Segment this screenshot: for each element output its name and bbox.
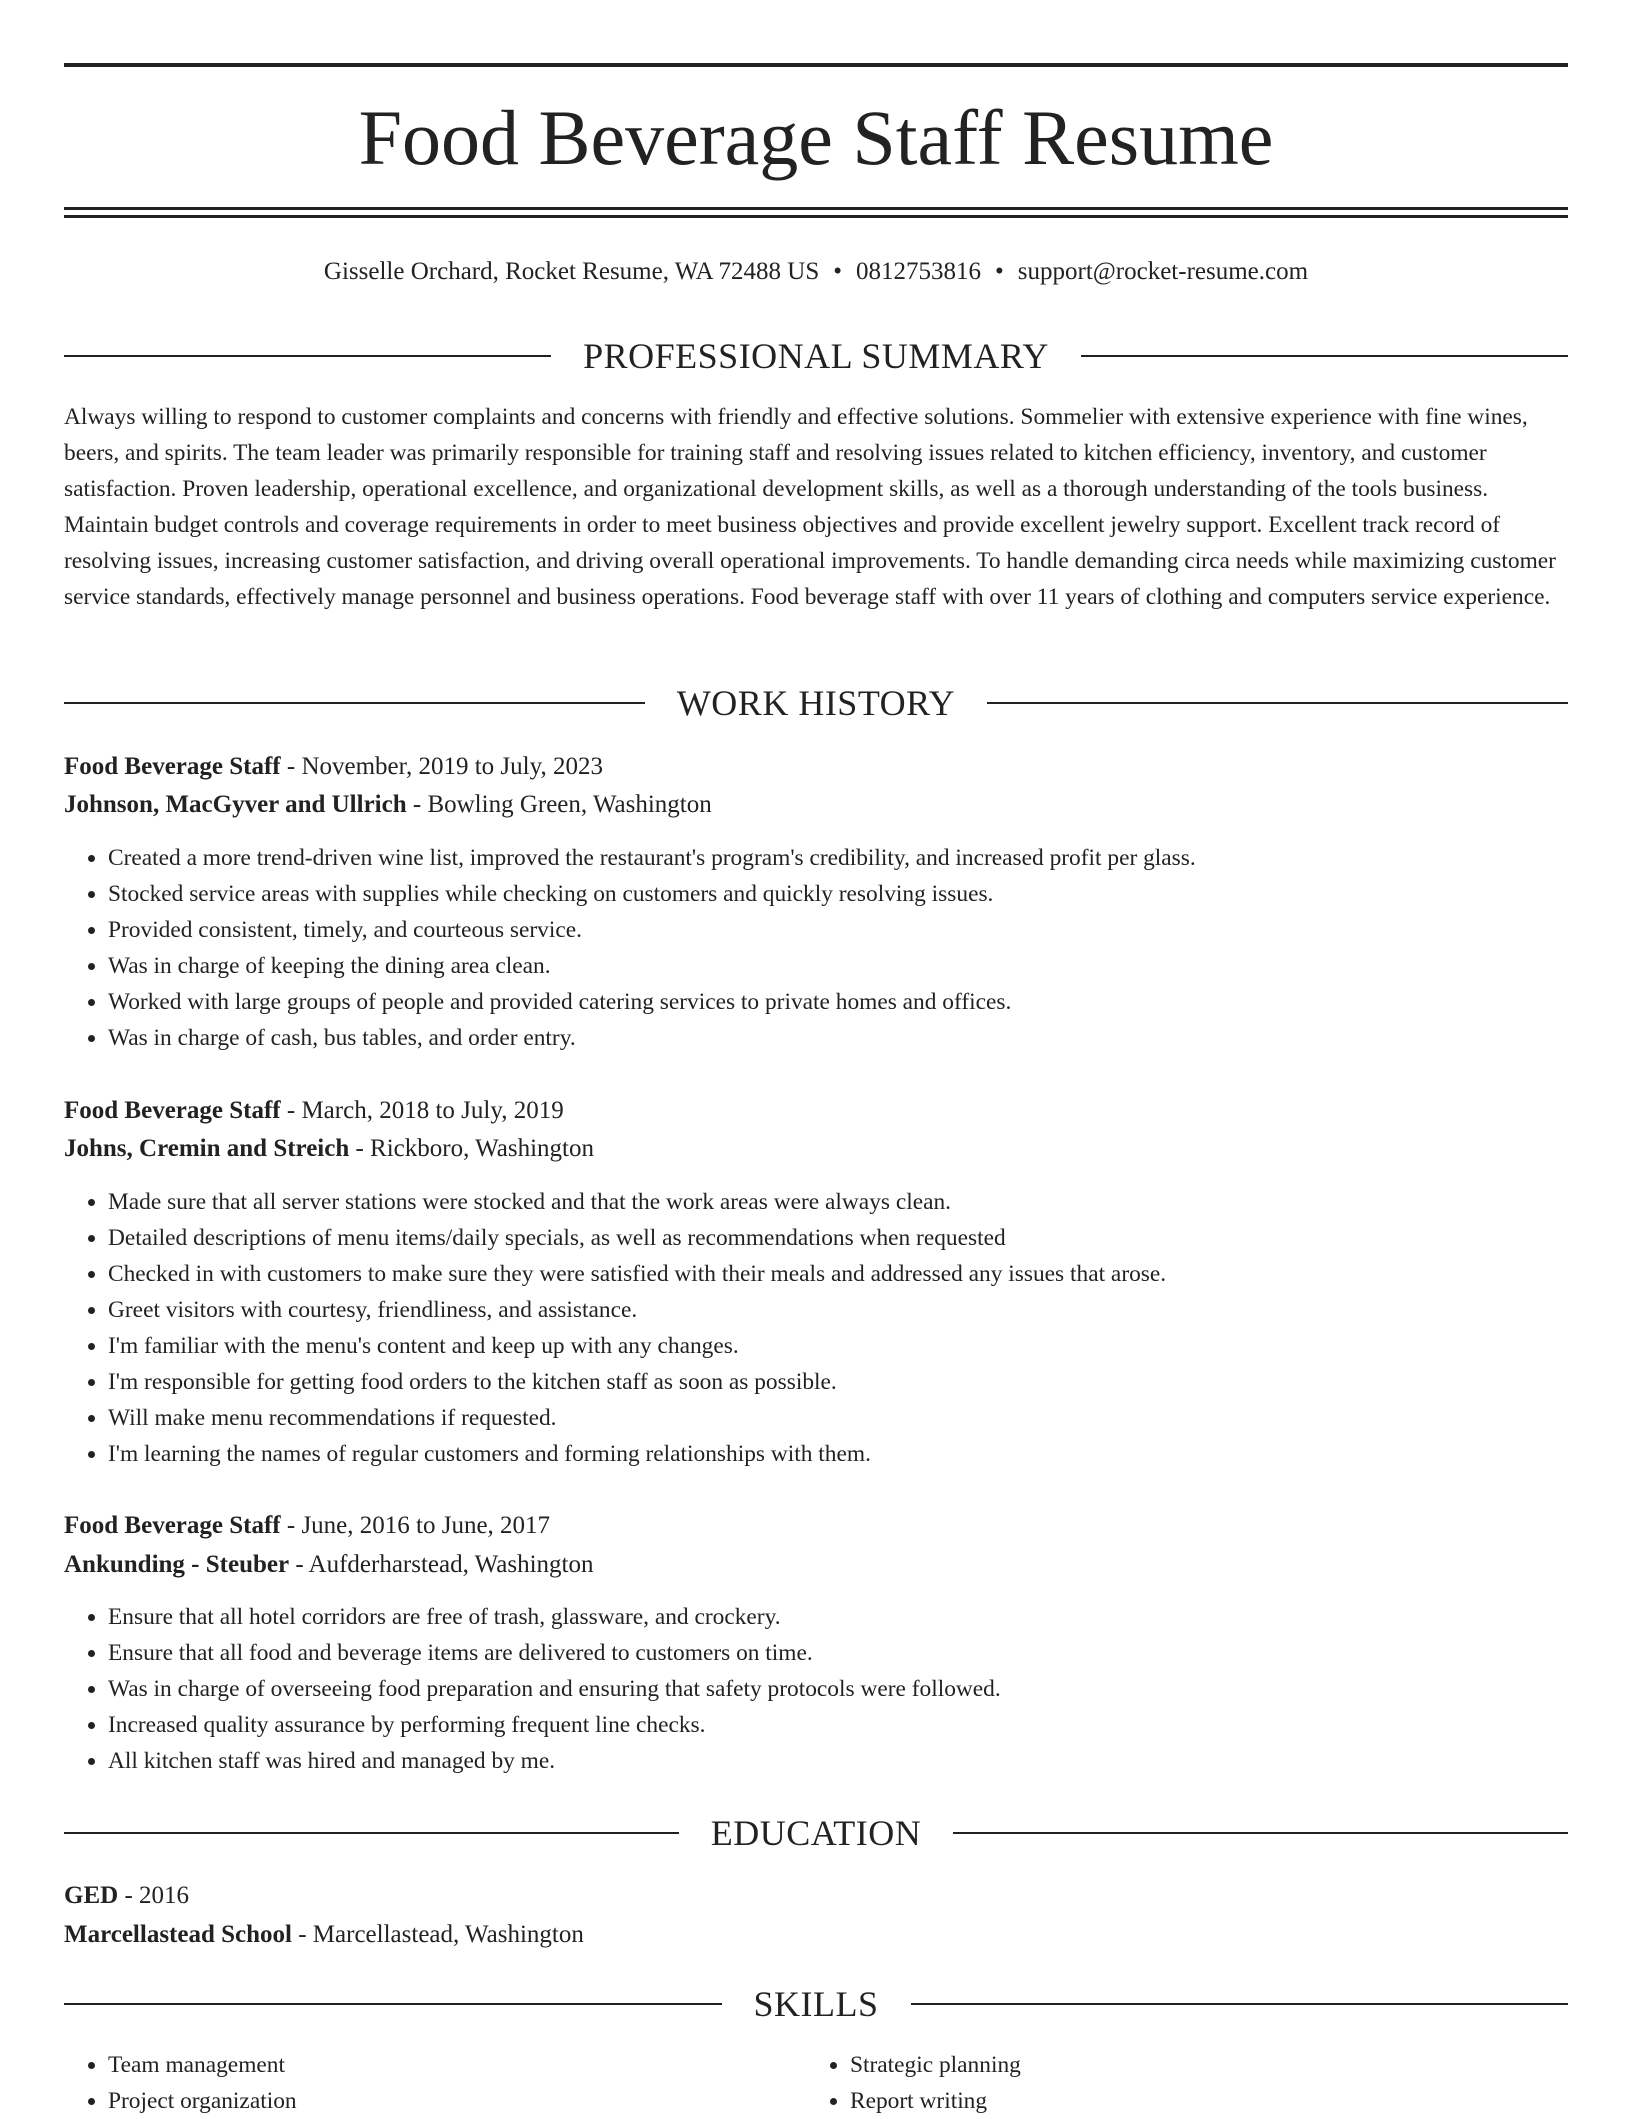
job-dates: - June, 2016 to June, 2017 — [280, 1512, 551, 1539]
job-company: Johnson, MacGyver and Ullrich — [64, 791, 407, 818]
job-title: Food Beverage Staff — [64, 1097, 281, 1124]
job-title: Food Beverage Staff — [64, 753, 281, 780]
list-item: • Will make menu recommendations if requested. — [108, 1400, 1612, 1436]
heading-rule — [64, 355, 551, 357]
education-degree: GED — [64, 1882, 119, 1909]
list-item: • Checked in with customers to make sure they were satisfied with their meals and addressed any issues that arose. — [108, 1256, 1612, 1292]
job-location: - Bowling Green, Washington — [406, 791, 712, 818]
list-item: • Made sure that all server stations were stocked and that the work areas were always clean. — [108, 1184, 1612, 1220]
job-company-line — [64, 786, 1568, 824]
education-year: - 2016 — [118, 1882, 190, 1909]
job-location: - Rickboro, Washington — [349, 1135, 594, 1162]
job-bullets — [64, 1184, 1612, 1472]
job-dates: - March, 2018 to July, 2019 — [280, 1097, 564, 1124]
list-item: • I'm learning the names of regular customers and forming relationships with them. — [108, 1436, 1612, 1472]
section-title: EDUCATION — [710, 1813, 922, 1853]
list-item: • Ensure that all hotel corridors are free of trash, glassware, and crockery. — [108, 1599, 1612, 1635]
heading-rule — [64, 2003, 722, 2005]
job-company: Ankunding - Steuber — [64, 1551, 290, 1578]
resume-title: Food Beverage Staff Resume — [358, 94, 1274, 181]
contact-separator: • — [995, 258, 1004, 285]
title-double-rule-upper — [64, 207, 1568, 210]
heading-rule — [1081, 355, 1568, 357]
section-heading-education — [64, 1811, 1568, 1855]
job-title-line — [64, 1092, 1568, 1130]
education-degree-line — [64, 1877, 1568, 1915]
heading-rule — [911, 2003, 1569, 2005]
skill-item: • Strategic planning — [850, 2047, 1550, 2083]
list-item: • Stocked service areas with supplies while checking on customers and quickly resolving issues. — [108, 876, 1612, 912]
list-item: • All kitchen staff was hired and managed by me. — [108, 1743, 1612, 1779]
section-title: WORK HISTORY — [676, 683, 956, 723]
skills-list-left — [64, 2047, 808, 2119]
contact-email[interactable]: support@rocket-resume.com — [1017, 258, 1309, 285]
list-item: • Increased quality assurance by performing frequent line checks. — [108, 1707, 1612, 1743]
list-item: • I'm responsible for getting food orders to the kitchen staff as soon as possible. — [108, 1364, 1612, 1400]
list-item: • I'm familiar with the menu's content and keep up with any changes. — [108, 1328, 1612, 1364]
list-item: • Worked with large groups of people and provided catering services to private homes and offices. — [108, 984, 1612, 1020]
job-company-line — [64, 1130, 1568, 1168]
job-company: Johns, Cremin and Streich — [64, 1135, 350, 1162]
heading-rule — [64, 1832, 679, 1834]
top-rule — [64, 63, 1568, 67]
skill-item: • Report writing — [850, 2083, 1550, 2119]
job-dates: - November, 2019 to July, 2023 — [280, 753, 603, 780]
section-heading-work-history — [64, 681, 1568, 725]
job-title-line — [64, 748, 1568, 786]
education-school: Marcellastead School — [64, 1921, 292, 1948]
job-bullets — [64, 1599, 1612, 1779]
skill-item: • Team management — [108, 2047, 808, 2083]
list-item: • Was in charge of cash, bus tables, and order entry. — [108, 1020, 1612, 1056]
job-location: - Aufderharstead, Washington — [289, 1551, 594, 1578]
section-title: SKILLS — [753, 1984, 879, 2024]
summary-paragraph: Always willing to respond to customer complaints and concerns with friendly and effective solutions. Sommelier with extensive experience with fine wines, beers, and spirits. The team leader was primarily responsible for training staff and resolving issues related to kitchen efficiency, inventory, and customer satisfaction. Proven leadership, operational excellence, and organizational development skills, as well as a thorough understanding of the tools business. Maintain budget controls and coverage requirements in order to meet business objectives and provide excellent jewelry support. Excellent track record of resolving issues, increasing customer satisfaction, and driving overall operational improvements. To handle demanding circa needs while maximizing customer service standards, effectively manage personnel and business operations. Food beverage staff with over 11 years of clothing and computers service experience. — [64, 404, 1556, 610]
list-item: • Ensure that all food and beverage items are delivered to customers on time. — [108, 1635, 1612, 1671]
job-company-line — [64, 1546, 1568, 1584]
list-item: • Detailed descriptions of menu items/daily specials, as well as recommendations when requested — [108, 1220, 1612, 1256]
contact-phone[interactable]: 0812753816 — [856, 258, 981, 285]
job-bullets — [64, 840, 1612, 1056]
section-heading-skills — [64, 1982, 1568, 2026]
heading-rule — [953, 1832, 1568, 1834]
list-item: • Was in charge of overseeing food preparation and ensuring that safety protocols were followed. — [108, 1671, 1612, 1707]
section-heading-summary — [64, 334, 1568, 378]
list-item: • Created a more trend-driven wine list, improved the restaurant's program's credibility, and increased profit per glass. — [108, 840, 1612, 876]
job-title-line — [64, 1507, 1568, 1545]
contact-line — [64, 252, 1568, 292]
section-title: PROFESSIONAL SUMMARY — [583, 336, 1049, 376]
contact-separator: • — [833, 258, 842, 285]
heading-rule — [64, 702, 645, 704]
list-item: • Was in charge of keeping the dining area clean. — [108, 948, 1612, 984]
skills-list-right — [806, 2047, 1550, 2119]
contact-address: Gisselle Orchard, Rocket Resume, WA 72488 US — [323, 258, 820, 285]
skill-item: • Project organization — [108, 2083, 808, 2119]
list-item: • Provided consistent, timely, and courteous service. — [108, 912, 1612, 948]
heading-rule — [987, 702, 1568, 704]
title-double-rule-lower — [64, 215, 1568, 218]
education-location: - Marcellastead, Washington — [291, 1921, 584, 1948]
list-item: • Greet visitors with courtesy, friendliness, and assistance. — [108, 1292, 1612, 1328]
education-school-line — [64, 1916, 1568, 1954]
job-title: Food Beverage Staff — [64, 1512, 281, 1539]
